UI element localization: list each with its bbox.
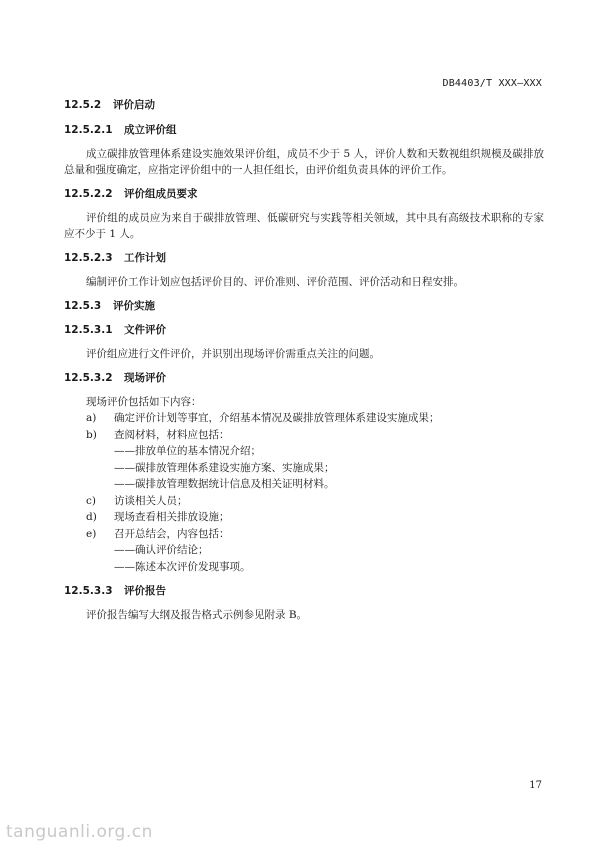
- section-title: 成立评价组: [124, 124, 177, 136]
- list-item: [64, 526, 544, 543]
- paragraph-12-5-2-1: 成立碳排放管理体系建设实施效果评价组，成员不少于 5 人，评价人数和天数视组织规模及碳排放总量和强度确定，应指定评价组中的一人担任组长，由评价组负责具体的评价工作。: [64, 148, 544, 176]
- section-number: 12.5.3.2: [64, 372, 113, 384]
- list-item-text: 召开总结会，内容包括：: [114, 527, 230, 540]
- section-number: 12.5.2.1: [64, 124, 113, 136]
- paragraph-12-5-3-2-intro: 现场评价包括如下内容：: [86, 396, 202, 408]
- section-number: 12.5.3.1: [64, 324, 113, 336]
- section-heading-12-5-2: [64, 95, 544, 115]
- document-code: DB4403/T XXX—XXX: [442, 78, 542, 89]
- section-number: 12.5.2.3: [64, 252, 113, 264]
- section-heading-12-5-2-3: [64, 248, 544, 268]
- list-item-text: 访谈相关人员；: [114, 494, 188, 507]
- sub-list-item: ——确认评价结论；: [114, 544, 209, 556]
- section-title: 文件评价: [124, 324, 166, 336]
- list-marker: d): [86, 511, 97, 523]
- section-title: 现场评价: [124, 372, 166, 384]
- section-heading-12-5-3: [64, 296, 544, 316]
- paragraph-12-5-3-3: 评价报告编写大纲及报告格式示例参见附录 B。: [86, 609, 308, 621]
- list-item-text: 确定评价计划等事宜，介绍基本情况及碳排放管理体系建设实施成果；: [114, 412, 440, 424]
- paragraph-12-5-2-2: 评价组的成员应为来自于碳排放管理、低碳研究与实践等相关领域，其中具有高级技术职称的专家应不少于 1 人。: [64, 212, 544, 240]
- list-item: [64, 509, 544, 526]
- list-item: [64, 493, 544, 510]
- paragraph-12-5-2-3: 编制评价工作计划应包括评价目的、评价准则、评价范围、评价活动和日程安排。: [86, 276, 464, 288]
- section-heading-12-5-3-2: [64, 368, 544, 388]
- document-body: [64, 95, 544, 629]
- section-number: 12.5.3: [64, 300, 102, 312]
- sub-list-item: ——陈述本次评价发现事项。: [114, 560, 251, 573]
- list-item-text: 查阅材料，材料应包括：: [114, 428, 230, 441]
- section-heading-12-5-3-3: [64, 581, 544, 601]
- list-item: [64, 410, 544, 427]
- list-item-text: 现场查看相关排放设施；: [114, 511, 230, 523]
- section-heading-12-5-3-1: [64, 320, 544, 340]
- list-item: [64, 427, 544, 444]
- section-title: 评价实施: [113, 300, 155, 312]
- list-marker: a): [86, 412, 97, 424]
- section-heading-12-5-2-1: [64, 120, 544, 140]
- section-number: 12.5.2: [64, 99, 102, 111]
- section-title: 评价启动: [113, 99, 155, 111]
- page-number: 17: [529, 780, 542, 791]
- sub-list-item: ——排放单位的基本情况介绍；: [114, 445, 261, 457]
- section-number: 12.5.2.2: [64, 188, 113, 200]
- section-title: 工作计划: [124, 252, 166, 264]
- paragraph-12-5-3-1: 评价组应进行文件评价，并识别出现场评价需重点关注的问题。: [86, 348, 380, 360]
- sub-list-item: ——碳排放管理数据统计信息及相关证明材料。: [114, 478, 335, 490]
- sub-list-item: ——碳排放管理体系建设实施方案、实施成果；: [114, 461, 335, 474]
- section-title: 评价组成员要求: [124, 188, 198, 200]
- list-marker: e): [86, 527, 97, 540]
- watermark: tanguanli.org.cn: [6, 822, 153, 842]
- section-title: 评价报告: [124, 585, 166, 597]
- section-heading-12-5-2-2: [64, 184, 544, 204]
- list-marker: b): [86, 428, 97, 441]
- section-number: 12.5.3.3: [64, 585, 113, 597]
- onsite-evaluation-list: [64, 410, 544, 575]
- list-marker: c): [86, 494, 96, 507]
